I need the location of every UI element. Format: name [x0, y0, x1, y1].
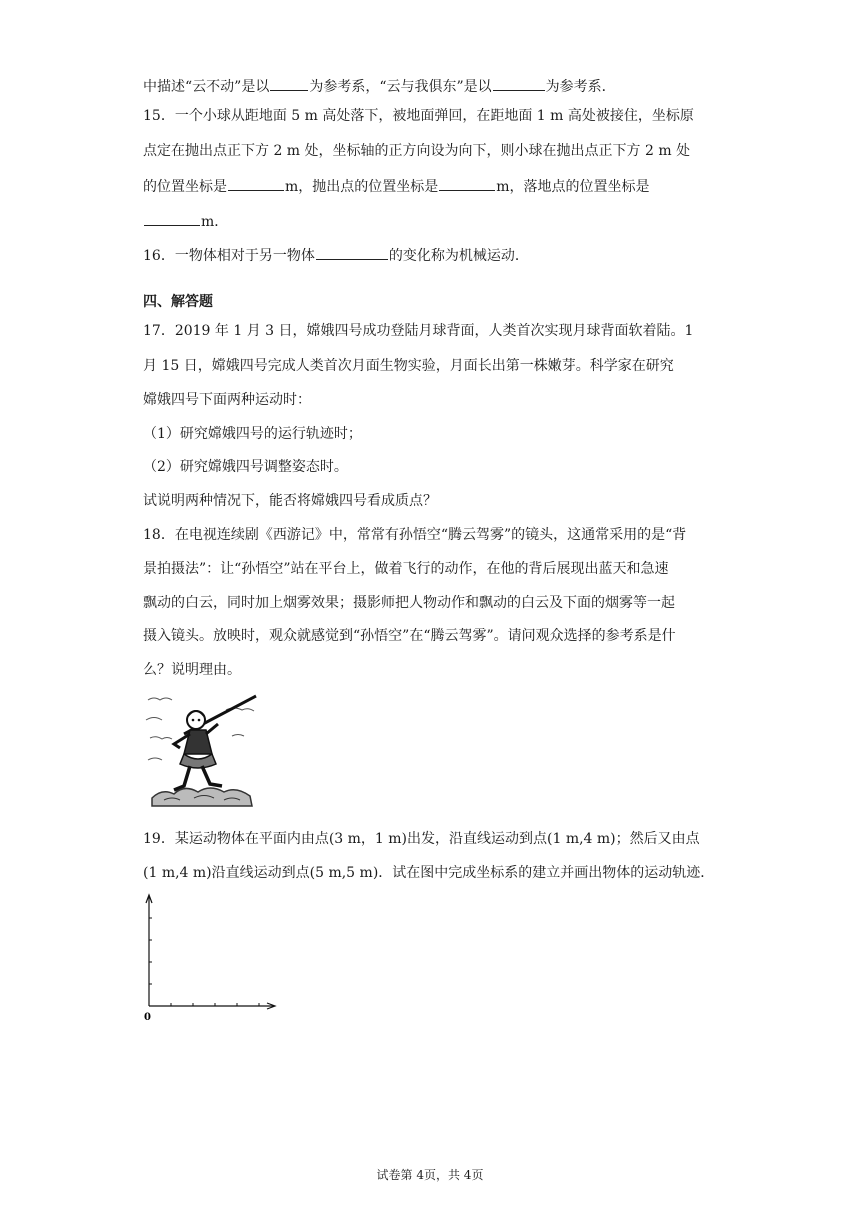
- page-footer: 试卷第 4页，共 4页: [376, 1168, 484, 1182]
- q18-line-4: 摄入镜头。放映时，观众就感觉到“孙悟空”在“腾云驾雾”。请问观众选择的参考系是什: [143, 628, 676, 644]
- coordinate-axes: [140, 893, 280, 1023]
- q14-text-1: 中描述“云不动”是以: [143, 79, 270, 95]
- q16-text-b: 的变化称为机械运动．: [388, 248, 529, 264]
- q16-blank[interactable]: [316, 245, 388, 260]
- q17-line-3: 嫦娥四号下面两种运动时：: [143, 392, 311, 408]
- q14-tail-line: [143, 76, 733, 96]
- section-heading: 四、解答题: [143, 294, 213, 310]
- origin-label: 0: [144, 1012, 151, 1023]
- q15-line-3: [143, 176, 733, 196]
- q14-text-2: 为参考系，“云与我俱东”是以: [309, 79, 492, 95]
- q18-line-3: 飘动的白云，同时加上烟雾效果；摄影师把人物动作和飘动的白云及下面的烟雾等一起: [143, 595, 675, 611]
- q18-line-2: 景拍摄法”：让“孙悟空”站在平台上，做着飞行的动作，在他的背后展现出蓝天和急速: [143, 561, 669, 577]
- q14-text-3: 为参考系．: [545, 79, 616, 95]
- q14-blank-1[interactable]: [270, 76, 308, 91]
- q15-blank-2[interactable]: [439, 176, 495, 191]
- q15-blank-1[interactable]: [228, 176, 284, 191]
- q17-line-4: （1）研究嫦娥四号的运行轨迹时；: [143, 426, 362, 442]
- q15-line-4: [143, 211, 733, 231]
- q15-blank-3[interactable]: [144, 211, 200, 226]
- q18-line-5: 么？说明理由。: [143, 662, 241, 678]
- q15-text-d: m．: [201, 214, 229, 230]
- q16-line: [143, 245, 733, 265]
- q17-line-5: （2）研究嫦娥四号调整姿态时。: [143, 459, 348, 475]
- q19-line-2: (1 m,4 m)沿直线运动到点(5 m,5 m)．试在图中完成坐标系的建立并画出物体的运动轨迹．: [143, 865, 715, 881]
- q19-line-1: 19．某运动物体在平面内由点(3 m，1 m)出发，沿直线运动到点(1 m,4 m)；然后又由点: [143, 831, 700, 847]
- q17-line-6: 试说明两种情况下，能否将嫦娥四号看成质点？: [143, 493, 437, 509]
- q15-text-a: 的位置坐标是: [143, 179, 227, 195]
- q15-text-c: m，落地点的位置坐标是: [496, 179, 650, 195]
- q15-line-2: 点定在抛出点正下方 2 m 处，坐标轴的正方向设为向下，则小球在抛出点正下方 2 m 处: [143, 143, 691, 159]
- q15-text-b: m，抛出点的位置坐标是: [285, 179, 439, 195]
- monkey-king-illustration: [144, 690, 260, 808]
- q16-text-a: 16．一物体相对于另一物体: [143, 248, 315, 264]
- q17-line-2: 月 15 日，嫦娥四号完成人类首次月面生物实验，月面长出第一株嫩芽。科学家在研究: [143, 358, 674, 374]
- q15-line-1: 15．一个小球从距地面 5 m 高处落下，被地面弹回，在距地面 1 m 高处被接住，坐标原: [143, 108, 694, 124]
- q14-blank-2[interactable]: [493, 76, 545, 91]
- q17-line-1: 17．2019 年 1 月 3 日，嫦娥四号成功登陆月球背面，人类首次实现月球背面软着陆。1: [143, 323, 694, 339]
- q18-line-1: 18．在电视连续剧《西游记》中，常常有孙悟空“腾云驾雾”的镜头，这通常采用的是“背: [143, 527, 687, 543]
